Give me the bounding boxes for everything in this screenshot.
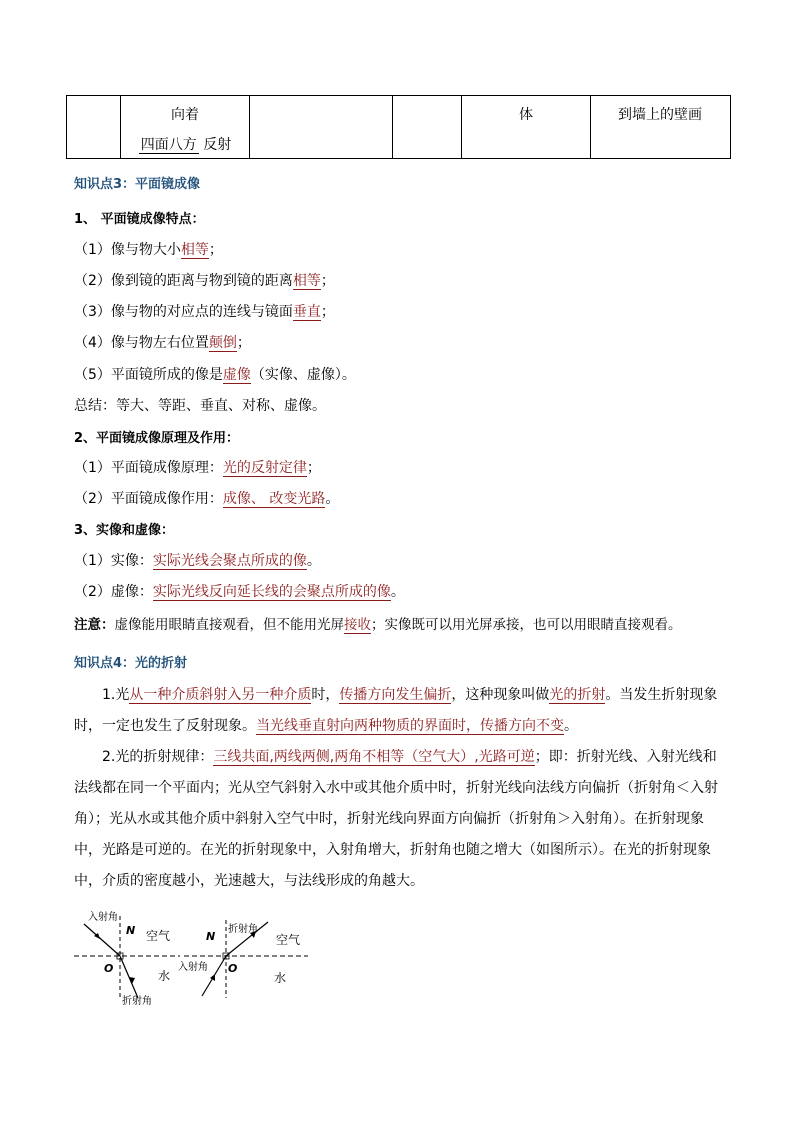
subheading-mirror-features: 1、 平面镜成像特点： (74, 212, 205, 227)
answer-text: 实际光线反向延长线的会聚点所成的像 (152, 584, 391, 600)
section-heading-k3: 知识点3：平面镜成像 (74, 177, 201, 192)
answer-text: 实际光线会聚点所成的像 (152, 553, 307, 569)
list-item: （1）平面镜成像原理：光的反射定律； (74, 460, 321, 476)
list-item: （2）像到镜的距离与物到镜的距离相等； (74, 273, 335, 289)
label-origin: O (104, 962, 114, 975)
label-origin: O (228, 962, 238, 975)
answer-text: 相等 (292, 273, 321, 289)
underlined-answer: 四面八方 (140, 137, 197, 153)
subheading-real-virtual: 3、实像和虚像： (74, 523, 175, 538)
label-refracted-angle: 折射角 (122, 996, 152, 1007)
incident-ray (84, 924, 120, 956)
list-item: （4）像与物左右位置颠倒； (74, 335, 251, 351)
label-water: 水 (274, 971, 287, 985)
label-normal: N (126, 924, 136, 937)
table-fragment (66, 95, 731, 159)
table-cell-text (121, 134, 249, 154)
list-item: （1）实像：实际光线会聚点所成的像。 (74, 553, 321, 569)
label-normal: N (206, 930, 216, 943)
diagram-left (74, 910, 180, 1007)
refraction-diagram (72, 908, 312, 1008)
paragraph-refraction-laws: 2.光的折射规律：三线共面,两线两侧,两角不相等（空气大）,光路可逆；即：折射光线、入射光线和法线都在同一个平面内；光从空气斜射入水中或其他介质中时，折射光线向法线方向偏折（折射角＜入射角）；光从水或其他介质中斜射入空气中时，折射光线向界面方向偏折（折射角＞入射角）。在折射现象中，光路是可逆的。在光的折射现象中，入射角增大，折射角也随之增大（如图所示）。在光的折射现象中，介质的密度越小，光速越大，与法线形成的角越大。 (74, 749, 718, 889)
list-item: （2）平面镜成像作用：成像、 改变光路。 (74, 491, 340, 507)
subheading-mirror-principle: 2、平面镜成像原理及作用： (74, 431, 240, 446)
answer-text: 传播方向发生偏折 (339, 687, 452, 703)
answer-text: 光的折射 (549, 687, 606, 703)
answer-text: 虚像 (222, 367, 251, 383)
answer-text: 垂直 (292, 304, 321, 320)
answer-text: 光的反射定律 (222, 460, 307, 476)
answer-text: 颠倒 (208, 335, 237, 351)
section-heading-k4: 知识点4：光的折射 (74, 656, 188, 671)
answer-text: 成像、 改变光路 (222, 491, 326, 507)
answer-text: 相等 (180, 242, 209, 258)
list-item: （5）平面镜所成的像是虚像（实像、虚像）。 (74, 367, 356, 383)
note-label: 注意： (74, 617, 115, 633)
arrow-icon (210, 974, 215, 981)
table-cell-text: 反射 (203, 137, 232, 153)
label-water: 水 (158, 969, 171, 983)
list-item: （1）像与物大小相等； (74, 242, 223, 258)
answer-text: 当光线垂直射向两种物质的界面时，传播方向不变 (256, 718, 564, 734)
answer-text: 三线共面,两线两侧,两角不相等（空气大）,光路可逆 (213, 749, 535, 765)
list-item: （3）像与物的对应点的连线与镜面垂直； (74, 304, 335, 320)
answer-text: 接收 (344, 617, 371, 633)
label-refracted-angle: 折射角 (228, 924, 258, 935)
label-air: 空气 (276, 933, 301, 947)
table-divider (249, 96, 250, 158)
answer-text: 从一种介质斜射入另一种介质 (129, 687, 312, 703)
label-air: 空气 (146, 929, 171, 943)
paragraph-refraction-definition: 1.光从一种介质斜射入另一种介质时，传播方向发生偏折，这种现象叫做光的折射。当发生折射现象时，一定也发生了反射现象。当光线垂直射向两种物质的界面时，传播方向不变。 (74, 687, 718, 734)
label-incident-angle: 入射角 (178, 962, 208, 973)
table-cell-text: 体 (519, 107, 533, 123)
label-incident-angle: 入射角 (88, 912, 118, 923)
note-text: 注意：虚像能用眼睛直接观看，但不能用光屏接收；实像既可以用光屏承接，也可以用眼睛直接观看。 (74, 617, 682, 633)
table-divider (392, 96, 393, 158)
diagram-right (178, 920, 308, 998)
table-cell-text: 向着 (171, 107, 199, 123)
list-item: （2）虚像：实际光线反向延长线的会聚点所成的像。 (74, 584, 405, 600)
summary-text: 总结：等大、等距、垂直、对称、虚像。 (74, 398, 326, 414)
table-cell-text: 到墙上的壁画 (618, 107, 702, 123)
